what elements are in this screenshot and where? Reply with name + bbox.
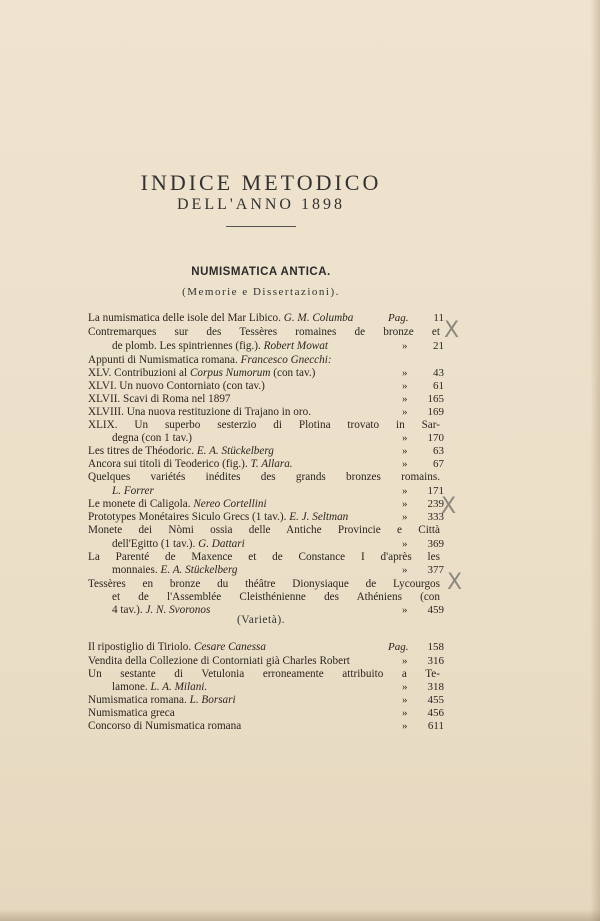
entry-author: Corpus Numorum: [189, 367, 271, 379]
entry-author: L. Borsari: [189, 694, 236, 706]
page-number: 611: [427, 720, 444, 732]
pag-label: Pag.: [388, 312, 409, 324]
entry-author: T. Allara.: [250, 458, 293, 470]
index-entry: [112, 680, 440, 694]
entry-title: degna (con 1 tav.): [112, 432, 193, 444]
ditto-mark: »: [402, 498, 408, 510]
entry-title: dell'Egitto (1 tav.).: [112, 538, 199, 550]
page-number: 316: [427, 655, 444, 667]
ditto-mark: »: [402, 511, 408, 523]
index-entry: [88, 667, 440, 681]
ditto-mark: »: [402, 485, 408, 497]
page-number: 239: [427, 498, 444, 510]
index-entry: [112, 431, 440, 445]
entry-title: XLV. Contribuzioni al: [88, 367, 190, 379]
entry-title: Il ripostiglio di Tiriolo.: [88, 641, 194, 653]
page-number: 63: [433, 445, 444, 457]
entry-title: La Parenté de Maxence et de Constance I d'après les: [88, 551, 440, 563]
section-title: NUMISMATICA ANTICA.: [191, 266, 331, 278]
page-number: 459: [427, 604, 444, 616]
pag-label: Pag.: [388, 641, 409, 653]
ditto-mark: »: [402, 720, 408, 732]
entry-title: Prototypes Monétaires Siculo Grecs (1 tav.).: [88, 511, 290, 523]
entry-title: 4 tav.).: [112, 604, 146, 616]
entry-title: Tessères en bronze du théâtre Dionysiaque de Lycourgos: [88, 578, 440, 590]
ditto-mark: »: [402, 538, 408, 550]
pencil-x-mark: X: [441, 494, 457, 519]
page-title: INDICE METODICO: [140, 170, 382, 195]
entry-title: Le monete di Caligola.: [88, 498, 194, 510]
ditto-mark: »: [402, 707, 408, 719]
index-entry: [88, 392, 440, 406]
index-entry: [112, 590, 440, 604]
entry-title: et de l'Assemblée Cleisthénienne des Athéniens (con: [112, 591, 440, 603]
page-number: 455: [427, 694, 444, 706]
page-number: 170: [427, 432, 444, 444]
entry-title: Numismatica romana.: [88, 694, 190, 706]
index-entry: [88, 325, 440, 339]
entry-title: La numismatica delle isole del Mar Libico.: [88, 312, 284, 324]
index-entry: [88, 510, 440, 524]
index-entry: [88, 405, 440, 419]
entry-title: Numismatica greca: [88, 707, 175, 719]
index-entry: [88, 457, 440, 471]
index-entry: [112, 537, 440, 551]
page-number: 61: [433, 380, 444, 392]
ditto-mark: »: [402, 380, 408, 392]
entry-title: Contremarques sur des Tessères romaines de bronze et: [88, 326, 440, 338]
entry-title: Les titres de Théodoric.: [88, 445, 197, 457]
entry-title-continued: (con tav.): [270, 367, 316, 379]
index-entry: [88, 379, 440, 393]
entry-author: E. J. Seltman: [289, 511, 349, 523]
index-entry: [112, 484, 440, 498]
page-number: 333: [427, 511, 444, 523]
index-entry: [88, 654, 440, 668]
entry-author: E. A. Stückelberg: [196, 445, 274, 457]
entry-author: J. N. Svoronos: [145, 604, 211, 616]
index-entry: [88, 523, 440, 537]
pencil-x-mark: X: [444, 318, 460, 343]
ditto-mark: »: [402, 445, 408, 457]
index-entry: [88, 470, 440, 484]
page-number: 369: [427, 538, 444, 550]
page-number: 171: [427, 485, 444, 497]
entry-title: Vendita della Collezione di Contorniati già Charles Robert: [88, 655, 350, 667]
entry-author: G. Dattari: [198, 538, 245, 550]
entry-author: G. M. Columba: [283, 312, 354, 324]
ditto-mark: »: [402, 367, 408, 379]
title-rule: [226, 226, 296, 227]
page-number: 318: [427, 681, 444, 693]
entry-author: Francesco Gnecchi:: [240, 354, 332, 366]
index-entry: [88, 418, 440, 432]
ditto-mark: »: [402, 393, 408, 405]
entry-author: Robert Mowat: [263, 340, 328, 352]
page-number: 11: [433, 312, 444, 324]
page-number: 21: [433, 340, 444, 352]
ditto-mark: »: [402, 655, 408, 667]
entry-title: XLVI. Un nuovo Contorniato (con tav.): [88, 380, 265, 392]
entry-title: Appunti di Numismatica romana.: [88, 354, 241, 366]
entry-author: L. A. Milani.: [150, 681, 208, 693]
index-entry: [88, 366, 440, 380]
ditto-mark: »: [402, 340, 408, 352]
index-entry: [88, 497, 440, 511]
index-entry: [88, 444, 440, 458]
ditto-mark: »: [402, 406, 408, 418]
page-subtitle: DELL'ANNO 1898: [177, 196, 345, 213]
ditto-mark: »: [402, 681, 408, 693]
entry-title: lamone.: [112, 681, 151, 693]
entry-author: L. Forrer: [112, 485, 154, 497]
page-number: 456: [427, 707, 444, 719]
index-entry: [112, 339, 440, 353]
ditto-mark: »: [402, 604, 408, 616]
entry-author: Cesare Canessa: [194, 641, 266, 653]
ditto-mark: »: [402, 564, 408, 576]
page-number: 165: [427, 393, 444, 405]
entry-title: Concorso di Numismatica romana: [88, 720, 242, 732]
page-number: 43: [433, 367, 444, 379]
ditto-mark: »: [402, 432, 408, 444]
index-entry: [88, 719, 440, 733]
entry-title: XLVIII. Una nuova restituzione di Trajano in oro.: [88, 406, 311, 418]
index-entry: [88, 353, 440, 367]
index-entry: [88, 706, 440, 720]
entry-title: XLIX. Un superbo sesterzio di Plotina trovato in Sar-: [88, 419, 440, 431]
pencil-x-mark: X: [447, 570, 463, 595]
entry-title: Un sestante di Vetulonia erroneamente attribuito a Te-: [88, 668, 440, 680]
entry-author: E. A. Stückelberg: [160, 564, 238, 576]
entry-title: XLVII. Scavi di Roma nel 1897: [88, 393, 231, 405]
index-entry: [112, 563, 440, 577]
section-subtitle: (Memorie e Dissertazioni).: [182, 286, 340, 298]
page-number: 158: [427, 641, 444, 653]
entry-title: monnaies.: [112, 564, 161, 576]
page-number: 377: [427, 564, 444, 576]
index-entry: [88, 577, 440, 591]
page-edge-shadow: [590, 0, 600, 921]
page-number: 169: [427, 406, 444, 418]
varieta-title: (Varietà).: [236, 614, 286, 626]
entry-author: Nereo Cortellini: [193, 498, 267, 510]
ditto-mark: »: [402, 458, 408, 470]
page-number: 67: [433, 458, 444, 470]
index-entry: [88, 693, 440, 707]
entry-title: Quelques variétés inédites des grands bronzes romains.: [88, 471, 440, 483]
page-bottom-shadow: [0, 909, 600, 921]
index-entry: [88, 550, 440, 564]
entry-title: de plomb. Les spintriennes (fig.).: [112, 340, 264, 352]
ditto-mark: »: [402, 694, 408, 706]
entry-title: Ancora sui titoli di Teoderico (fig.).: [88, 458, 251, 470]
entry-title: Monete dei Nòmi ossia delle Antiche Provincie e Città: [88, 524, 440, 536]
